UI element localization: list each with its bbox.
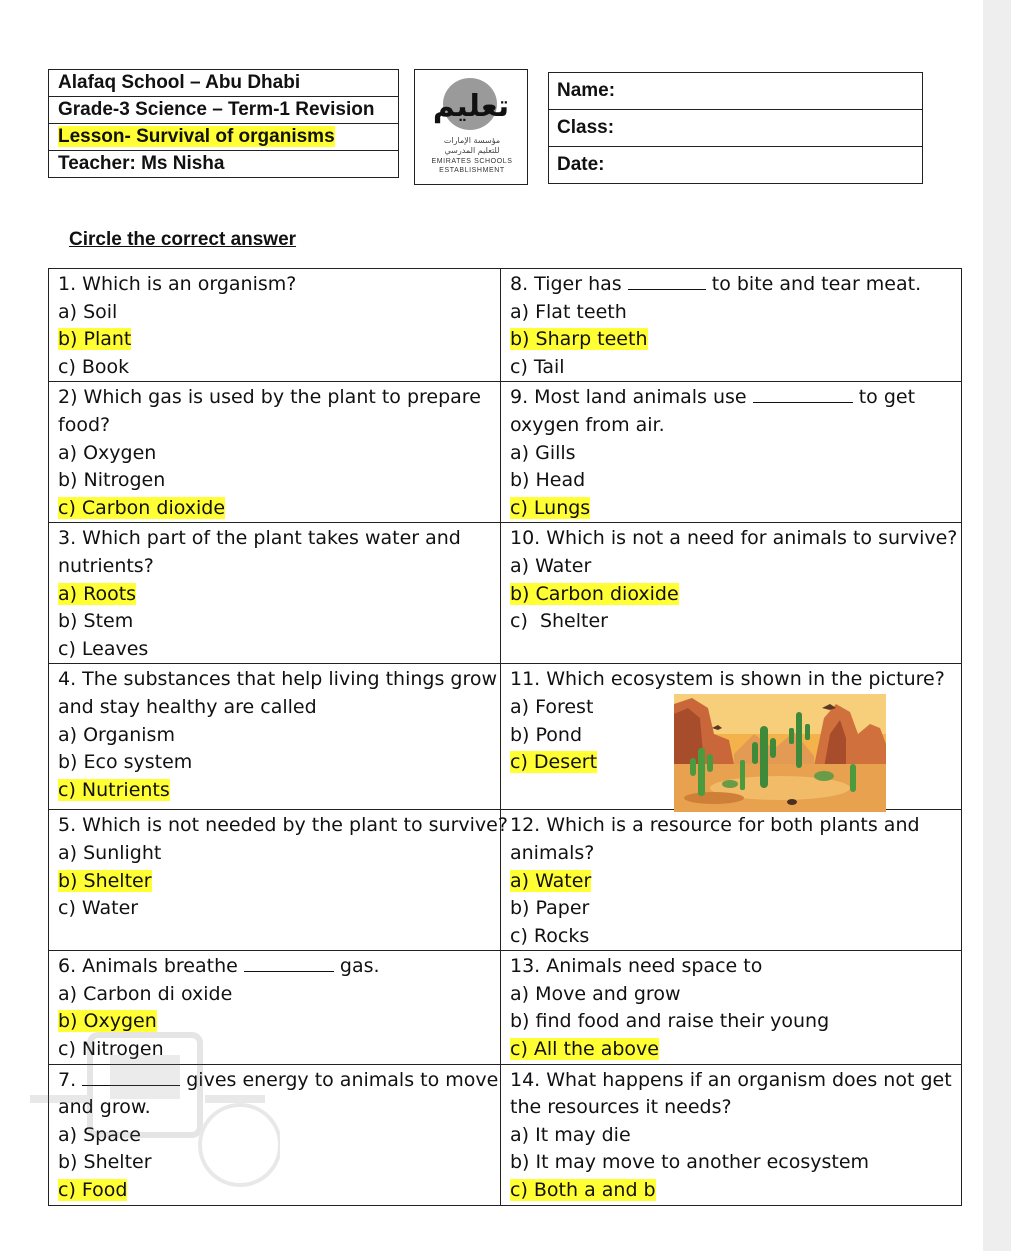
logo-arabic-line1: مؤسسة الإمارات xyxy=(443,136,501,145)
answer-blank[interactable] xyxy=(244,953,334,972)
option[interactable]: b) Eco system xyxy=(58,751,193,774)
question-cell xyxy=(501,269,962,382)
option-correct[interactable]: c) Food xyxy=(58,1179,128,1202)
question-cell xyxy=(49,810,508,951)
option-correct[interactable]: c) All the above xyxy=(510,1038,659,1061)
question-text: 1. Which is an organism? xyxy=(58,273,297,295)
question-text: 2) Which gas is used by the plant to prepare xyxy=(58,386,481,409)
question-cell xyxy=(501,810,962,951)
answer-blank[interactable] xyxy=(82,1067,180,1086)
question-text: 7. gives energy to animals to move xyxy=(58,1068,499,1091)
lesson-title xyxy=(49,124,399,151)
question-text-cont: the resources it needs? xyxy=(510,1096,732,1119)
question-cell xyxy=(49,664,501,810)
question-text: 4. The substances that help living things grow xyxy=(58,668,498,691)
grade-title: Grade-3 Science – Term-1 Revision xyxy=(49,97,399,124)
question-cell xyxy=(501,951,962,1064)
logo-arabic-word: تعليم xyxy=(432,89,510,124)
logo-en-line2: ESTABLISHMENT xyxy=(439,167,505,174)
option-correct[interactable]: c) Desert xyxy=(510,751,598,774)
question-text: 5. Which is not needed by the plant to survive? xyxy=(58,814,508,837)
question-cell xyxy=(49,1064,501,1205)
option[interactable]: c) Leaves xyxy=(58,637,149,660)
desert-ecosystem-picture xyxy=(674,694,886,812)
option[interactable]: a) Flat teeth xyxy=(510,300,627,323)
option-correct[interactable]: c) Both a and b xyxy=(510,1179,656,1202)
student-info-table xyxy=(548,72,923,184)
school-info-table xyxy=(48,69,399,178)
logo-en-line1: EMIRATES SCHOOLS xyxy=(431,158,513,165)
question-cell xyxy=(501,523,962,664)
teacher-name: Teacher: Ms Nisha xyxy=(49,151,399,178)
option[interactable]: b) Nitrogen xyxy=(58,469,166,492)
question-text: 11. Which ecosystem is shown in the picture? xyxy=(510,668,945,691)
question-cell xyxy=(501,664,962,810)
option[interactable]: b) Stem xyxy=(58,610,134,633)
answer-blank[interactable] xyxy=(628,271,706,290)
question-text-cont: and stay healthy are called xyxy=(58,695,317,718)
question-cell xyxy=(49,523,501,664)
option[interactable]: c) Water xyxy=(58,897,139,920)
table-row xyxy=(49,664,962,810)
logo-arabic-line2: للتعليم المدرسي xyxy=(444,146,500,155)
question-cell xyxy=(49,951,501,1064)
option[interactable]: c) Book xyxy=(58,355,130,378)
option[interactable]: a) Forest xyxy=(510,695,594,718)
questions-table xyxy=(48,268,962,1206)
option-correct[interactable]: b) Oxygen xyxy=(58,1010,157,1033)
option-correct[interactable]: c) Lungs xyxy=(510,496,591,519)
option[interactable]: c) Shelter xyxy=(510,610,608,633)
table-row xyxy=(49,523,962,664)
question-cell xyxy=(49,382,501,523)
option[interactable]: b) Pond xyxy=(510,723,583,746)
table-row xyxy=(49,951,962,1064)
option-correct[interactable]: a) Roots xyxy=(58,582,137,605)
option[interactable]: a) Carbon di oxide xyxy=(58,982,233,1005)
option[interactable]: a) Sunlight xyxy=(58,841,162,864)
option[interactable]: c) Rocks xyxy=(510,924,590,947)
option[interactable]: a) Water xyxy=(510,554,592,577)
question-text-cont: animals? xyxy=(510,841,595,864)
lesson-highlight: Lesson- Survival of organisms xyxy=(58,126,335,147)
instruction-heading: Circle the correct answer xyxy=(69,229,297,250)
question-cell xyxy=(501,1064,962,1205)
answer-blank[interactable] xyxy=(753,384,853,403)
question-text: 14. What happens if an organism does not get xyxy=(510,1068,952,1091)
option[interactable]: b) find food and raise their young xyxy=(510,1010,830,1033)
question-text: 12. Which is a resource for both plants and xyxy=(510,814,920,837)
option-correct[interactable]: a) Water xyxy=(510,869,592,892)
option[interactable]: a) Oxygen xyxy=(58,441,157,464)
option[interactable]: b) It may move to another ecosystem xyxy=(510,1151,870,1174)
table-row xyxy=(49,1064,962,1205)
option-correct[interactable]: b) Plant xyxy=(58,328,132,351)
logo-graphic xyxy=(415,70,527,200)
question-text: 9. Most land animals use to get xyxy=(510,386,916,409)
question-text: 13. Animals need space to xyxy=(510,955,763,978)
question-cell xyxy=(49,269,501,382)
question-text: 3. Which part of the plant takes water and xyxy=(58,527,461,550)
question-text-cont: nutrients? xyxy=(58,554,154,577)
table-row xyxy=(49,382,962,523)
option[interactable]: a) It may die xyxy=(510,1123,631,1146)
question-text: 6. Animals breathe gas. xyxy=(58,955,380,978)
option[interactable]: b) Paper xyxy=(510,897,590,920)
ese-logo-icon xyxy=(414,69,528,185)
table-row xyxy=(49,810,962,951)
option[interactable]: a) Space xyxy=(58,1123,141,1146)
question-text-cont: food? xyxy=(58,413,111,436)
school-name: Alafaq School – Abu Dhabi xyxy=(49,70,399,97)
option-correct[interactable]: c) Carbon dioxide xyxy=(58,496,226,519)
table-row xyxy=(49,269,962,382)
option[interactable]: a) Soil xyxy=(58,300,118,323)
page-side-strip xyxy=(983,0,1011,1251)
question-text: 8. Tiger has to bite and tear meat. xyxy=(510,273,922,295)
option-correct[interactable]: b) Carbon dioxide xyxy=(510,582,679,605)
option[interactable]: b) Head xyxy=(510,469,586,492)
option[interactable]: a) Gills xyxy=(510,441,576,464)
class-field[interactable]: Class: xyxy=(549,110,923,147)
option-correct[interactable]: c) Nutrients xyxy=(58,778,170,801)
date-field[interactable]: Date: xyxy=(549,147,923,184)
option[interactable]: a) Move and grow xyxy=(510,982,681,1005)
question-text-cont: oxygen from air. xyxy=(510,413,665,436)
option-correct[interactable]: b) Shelter xyxy=(58,869,152,892)
option-correct[interactable]: b) Sharp teeth xyxy=(510,328,648,351)
option[interactable]: c) Nitrogen xyxy=(58,1038,164,1061)
option[interactable]: c) Tail xyxy=(510,355,565,378)
option[interactable]: b) Shelter xyxy=(58,1151,152,1174)
name-field[interactable]: Name: xyxy=(549,73,923,110)
option[interactable]: a) Organism xyxy=(58,723,175,746)
question-cell xyxy=(501,382,962,523)
question-text: 10. Which is not a need for animals to survive? xyxy=(510,527,958,550)
question-text-cont: and grow. xyxy=(58,1096,151,1119)
